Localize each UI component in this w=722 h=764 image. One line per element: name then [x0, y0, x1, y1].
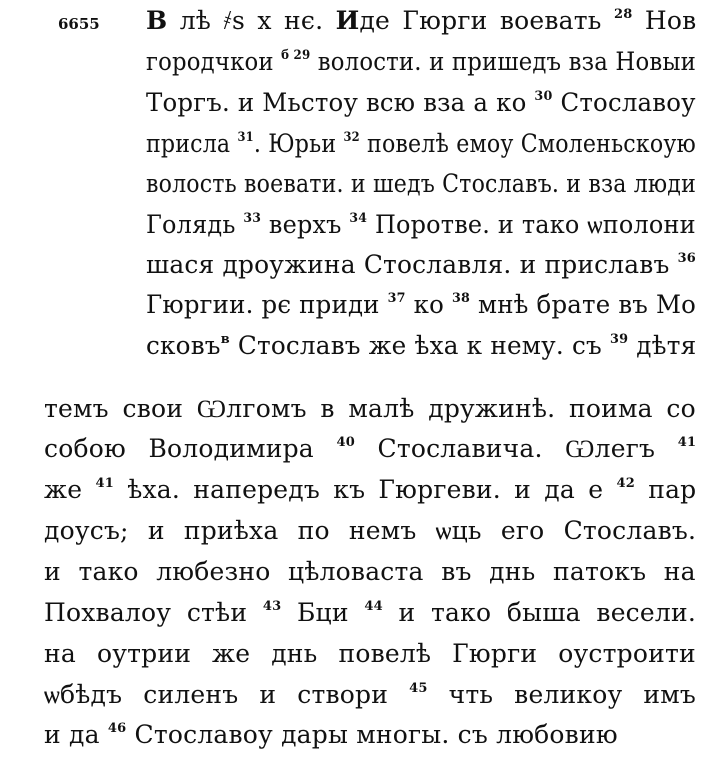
text-segment: ѣха. напередъ къ Гюргеви. и да е [113, 475, 617, 504]
text-segment: . Юрьи [253, 129, 344, 158]
text-line [44, 394, 696, 424]
text-line [146, 331, 696, 361]
text-line [146, 169, 696, 199]
footnote-marker: 46 [107, 721, 127, 736]
text-segment: повелѣ емоу Смоленьскоую [359, 129, 696, 158]
text-line [44, 434, 696, 464]
text-segment: пар [634, 475, 697, 504]
text-segment: чть великоу имъ [427, 680, 696, 709]
text-segment: Похвалоу стѣи [44, 598, 263, 627]
text-line [146, 6, 696, 36]
text-segment: Нов [632, 6, 697, 35]
footnote-marker: в [220, 332, 230, 347]
footnote-marker: 30 [534, 89, 553, 104]
footnote-marker: 41 [677, 435, 697, 450]
text-line [146, 88, 696, 118]
text-line [146, 250, 696, 280]
text-segment: Стославъ же ѣха к нему. съ [229, 331, 610, 360]
text-segment: В [146, 6, 168, 35]
text-line [44, 720, 618, 750]
footnote-marker: 43 [262, 599, 282, 614]
page-number: 6655 [58, 15, 100, 33]
text-segment: шася дроужина Стославля. и приславъ [146, 250, 678, 279]
footnote-marker: 32 [343, 130, 360, 145]
text-segment: И [335, 6, 360, 35]
text-segment: темъ свои Ѡлгомъ в малѣ дружинѣ. поима со [44, 394, 696, 423]
footnote-marker: 45 [409, 681, 428, 696]
text-line [146, 129, 696, 159]
footnote-marker: 33 [243, 211, 262, 226]
footnote-marker: 40 [336, 435, 355, 450]
text-segment: волость воевати. и шедъ Стославъ. и вза люди [146, 169, 696, 198]
text-segment: Поротве. и тако ѡполони [367, 210, 696, 239]
footnote-marker: 39 [609, 332, 629, 347]
footnote-marker: 41 [95, 476, 114, 491]
footnote-marker: 38 [451, 291, 471, 306]
text-segment: Стославоу [552, 88, 696, 117]
text-segment: сковъ [146, 331, 221, 360]
text-segment: ѡбѣдъ силенъ и створи [44, 680, 410, 709]
text-line [44, 680, 696, 710]
text-segment: волости. и пришедъ вза Новыи [310, 47, 696, 76]
text-line [44, 598, 696, 628]
text-segment: и да [44, 720, 108, 749]
text-segment: же [44, 475, 96, 504]
footnote-marker: 28 [613, 7, 633, 22]
text-segment: и тако любезно цѣловаста въ днь патокъ на [44, 557, 696, 586]
text-segment: присла [146, 129, 238, 158]
footnote-marker: 34 [349, 211, 368, 226]
text-segment: на оутрии же днь повелѣ Гюрги оустроити [44, 639, 696, 668]
text-segment: ко [405, 290, 452, 319]
text-line [44, 516, 696, 546]
text-segment: собою Володимира [44, 434, 337, 463]
text-segment: и тако быша весели. [382, 598, 696, 627]
footnote-marker: 37 [387, 291, 406, 306]
text-line [44, 639, 696, 669]
footnote-marker: б 29 [281, 48, 311, 63]
text-line [146, 47, 696, 77]
text-line [44, 475, 696, 505]
text-segment: Стославича. Ѡлегъ [354, 434, 678, 463]
footnote-marker: 31 [237, 130, 254, 145]
footnote-marker: 36 [677, 251, 696, 266]
text-segment: городчкои [146, 47, 282, 76]
text-segment: Торгъ. и Мьстоу всю вза а ко [146, 88, 535, 117]
text-segment: мнѣ брате въ Мо [470, 290, 697, 319]
text-segment: лѣ ҂s х нє. [167, 6, 336, 35]
text-segment: де Гюрги воевать [359, 6, 614, 35]
text-segment: Бци [281, 598, 365, 627]
text-segment: Голядь [146, 210, 244, 239]
text-segment: дѣтя [628, 331, 697, 360]
text-segment: верхъ [261, 210, 350, 239]
text-line [146, 210, 696, 240]
text-segment: Гюргии. рє приди [146, 290, 388, 319]
text-segment: Стославоу дары многы. съ любовию [126, 720, 618, 749]
text-segment: доусъ; и приѣха по немъ ѡць его Стославъ. [44, 516, 697, 545]
footnote-marker: 42 [616, 476, 635, 491]
text-line [146, 290, 696, 320]
text-line [44, 557, 696, 587]
footnote-marker: 44 [364, 599, 383, 614]
